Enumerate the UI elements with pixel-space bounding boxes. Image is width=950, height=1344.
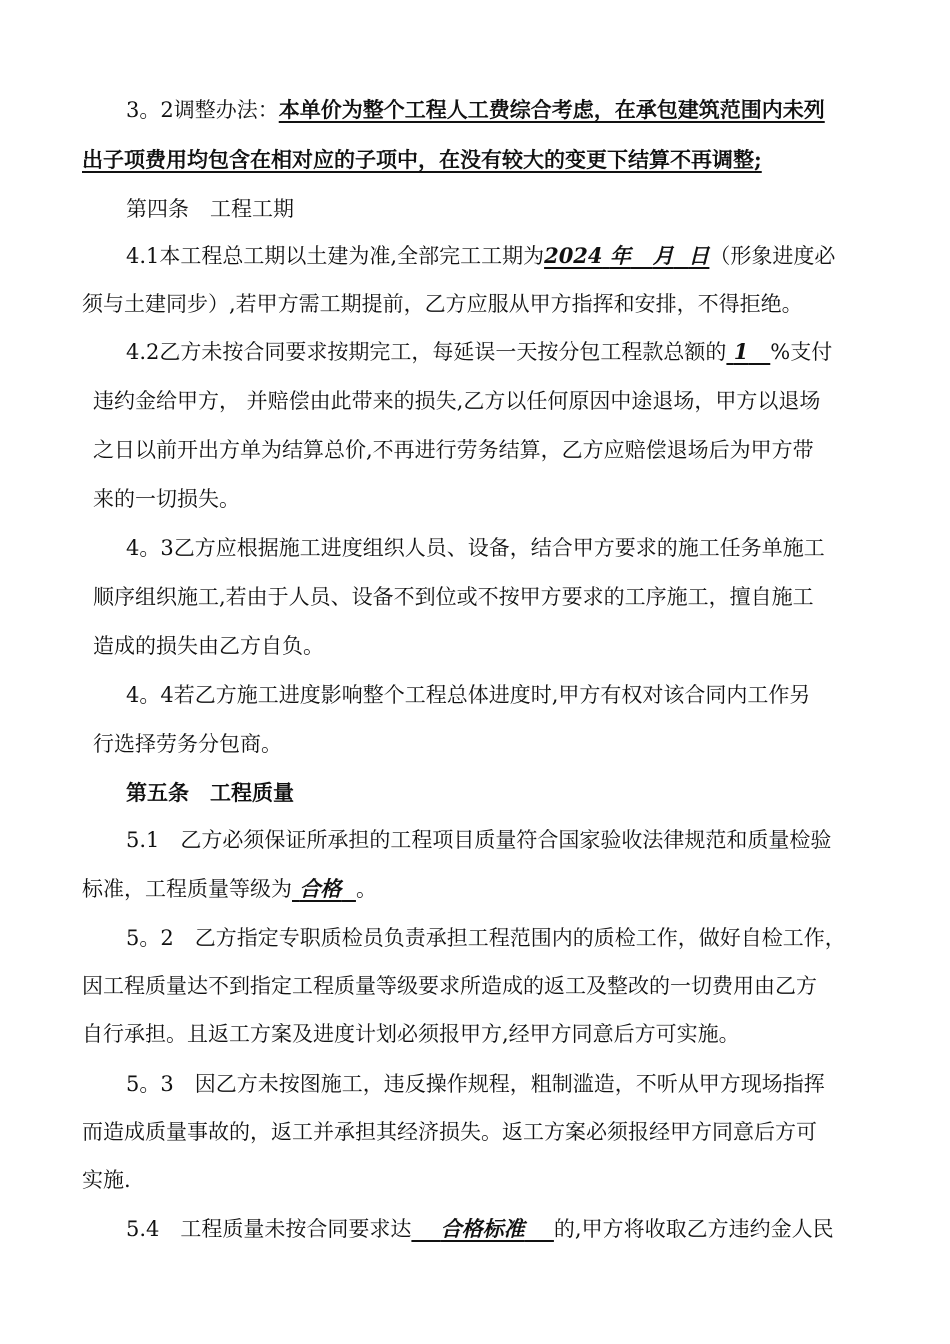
- clause-4-3-line-3: 造成的损失由乙方自负。: [93, 634, 324, 658]
- completion-date: 2024 年 月 日: [544, 243, 710, 268]
- clause-3-2-line-2: 出子项费用均包含在相对应的子项中，在没有较大的变更下结算不再调整;: [82, 147, 762, 172]
- clause-4-1-line-2: 须与土建同步）,若甲方需工期提前，乙方应服从甲方指挥和安排，不得拒绝。: [82, 292, 803, 316]
- clause-4-3-line-1: 4。3乙方应根据施工进度组织人员、设备，结合甲方要求的施工任务单施工: [126, 536, 825, 560]
- clause-5-3-line-2: 而造成质量事故的，返工并承担其经济损失。返工方案必须报经甲方同意后方可: [82, 1120, 817, 1144]
- clause-3-2-bold-text: 本单价为整个工程人工费综合考虑，在承包建筑范围内未列: [278, 97, 825, 122]
- clause-4-1-line-1: [126, 242, 835, 270]
- article-5-heading: 第五条 工程质量: [126, 780, 294, 805]
- penalty-rate: 1: [733, 339, 749, 364]
- clause-5-2-line-3: 自行承担。且返工方案及进度计划必须报甲方,经甲方同意后方可实施。: [82, 1022, 740, 1046]
- clause-5-3-line-3: 实施.: [82, 1168, 131, 1192]
- clause-3-2-line-1: [126, 96, 825, 124]
- clause-4-3-line-2: 顺序组织施工,若由于人员、设备不到位或不按甲方要求的工序施工，擅自施工: [93, 585, 814, 609]
- clause-5-4-line-1: [126, 1215, 834, 1243]
- clause-4-2-line-1: [126, 338, 832, 366]
- clause-5-1-text: 标准，工程质量等级为: [82, 877, 292, 901]
- clause-4-4-line-2: 行选择劳务分包商。: [93, 732, 282, 756]
- clause-4-2-line-4: 来的一切损失。: [93, 487, 240, 511]
- clause-5-4-text: 5.4 工程质量未按合同要求达: [126, 1217, 412, 1241]
- clause-5-2-line-1: 5。2 乙方指定专职质检员负责承担工程范围内的质检工作，做好自检工作，: [126, 926, 846, 950]
- clause-4-2-line-2: 违约金给甲方， 并赔偿由此带来的损失,乙方以任何原因中途退场，甲方以退场: [93, 389, 821, 413]
- clause-5-3-line-1: 5。3 因乙方未按图施工，违反操作规程，粗制滥造，不听从甲方现场指挥: [126, 1072, 825, 1096]
- clause-4-2-line-3: 之日以前开出方单为结算总价,不再进行劳务结算，乙方应赔偿退场后为甲方带: [93, 438, 814, 462]
- clause-5-2-line-2: 因工程质量达不到指定工程质量等级要求所造成的返工及整改的一切费用由乙方: [82, 974, 817, 998]
- clause-5-4-text-2: 的,甲方将收取乙方违约金人民: [553, 1217, 834, 1241]
- clause-5-1-line-2: [82, 875, 377, 903]
- quality-grade: 合格: [299, 876, 342, 901]
- clause-5-1-line-1: 5.1 乙方必须保证所承担的工程项目质量符合国家验收法律规范和质量检验: [126, 828, 832, 852]
- clause-4-1-text: 4.1本工程总工期以土建为准,全部完工工期为: [126, 244, 545, 268]
- clause-5-1-end: 。: [355, 877, 377, 901]
- clause-4-1-text-2: （形象进度必: [709, 244, 836, 268]
- clause-4-2-text-2: %支付: [770, 340, 833, 364]
- clause-4-4-line-1: 4。4若乙方施工进度影响整个工程总体进度时,甲方有权对该合同内工作另: [126, 683, 811, 707]
- clause-4-2-text: 4.2乙方未按合同要求按期完工，每延误一天按分包工程款总额的: [126, 340, 727, 364]
- quality-standard: 合格标准: [440, 1216, 525, 1241]
- clause-3-2-prefix: 3。2调整办法：: [126, 98, 279, 122]
- article-4-heading: 第四条 工程工期: [126, 197, 294, 221]
